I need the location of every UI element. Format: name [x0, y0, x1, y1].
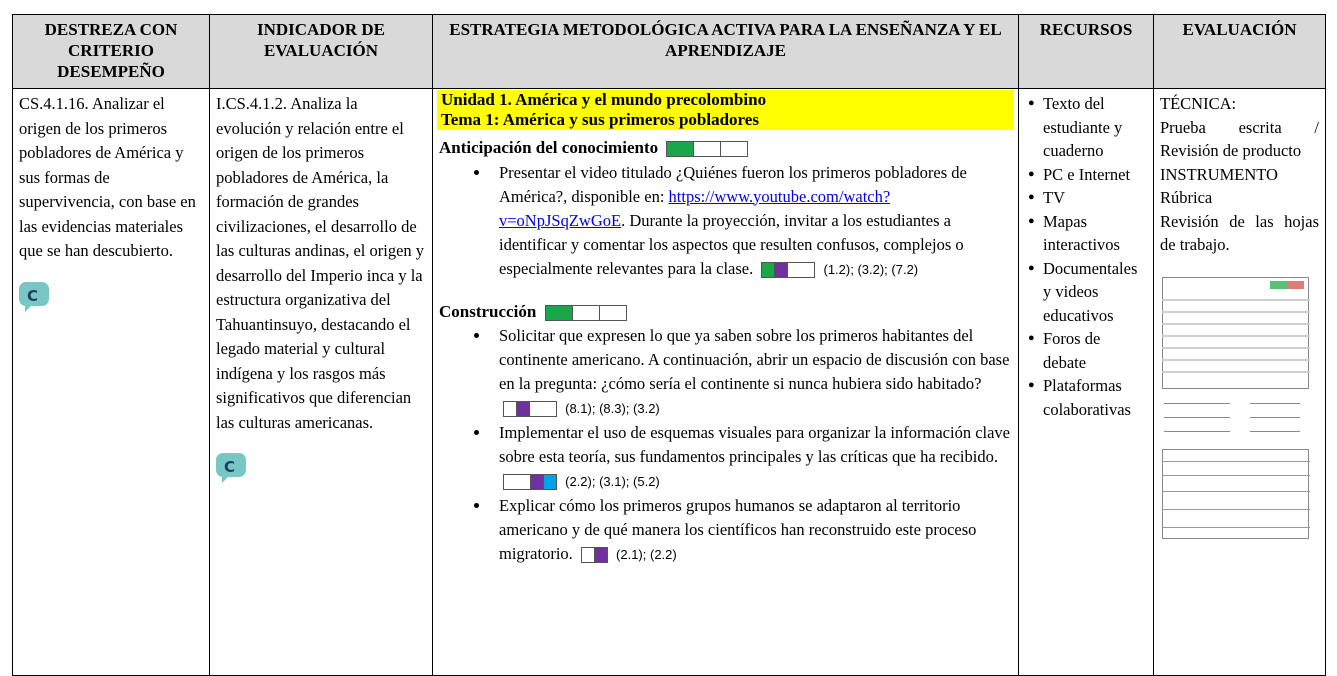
header-row	[13, 15, 1326, 89]
chat-icon-letter: C	[27, 286, 39, 305]
indicador-text: I.CS.4.1.2. Analiza la evolución y relación entre el origen de los primeros pobladores de América, la formación de grandes civilizaciones, el desarrollo de las culturas andinas, el origen y desarrollo del Imperio inca y la estructura organizativa del Tahuantinsuyo, destacando el legado material y cultural indígena y los rasgos más significativos que diferencian las culturas americanas.	[216, 94, 425, 432]
reference-codes: (8.1); (8.3); (3.2)	[565, 401, 660, 416]
header-evaluacion: EVALUACIÓN	[1154, 15, 1326, 89]
chat-bubble-c-icon[interactable]	[216, 453, 246, 477]
lesson-plan-table	[12, 14, 1326, 676]
construccion-list	[439, 324, 1012, 567]
recursos-list	[1025, 92, 1147, 421]
phase-indicator-icon	[545, 305, 627, 321]
list-item: • Implementar el uso de esquemas visuales para organizar la información clave sobre esta teoría, sus fundamentos principales y las críticas que ha recibido. (2.2); (3.1); (5.2)	[491, 421, 1012, 494]
skill-indicator-icon	[503, 401, 557, 417]
list-item: ● Plataformas colaborativas	[1043, 374, 1147, 421]
skill-indicator-icon	[581, 547, 608, 563]
instrumento-label: INSTRUMENTO	[1160, 164, 1278, 184]
video-link[interactable]: https://www.youtube.com/watch?v=oNpJSqZwGoE	[499, 186, 891, 230]
evaluacion-cell	[1154, 89, 1326, 676]
destreza-cell	[13, 89, 210, 676]
list-item: ● PC e Internet	[1043, 163, 1147, 187]
phase-indicator-icon	[666, 141, 748, 157]
estrategia-cell	[433, 89, 1019, 676]
list-item: ● Foros de debate	[1043, 327, 1147, 374]
skill-indicator-icon	[761, 262, 815, 278]
destreza-text: CS.4.1.16. Analizar el origen de los primeros pobladores de América y sus formas de supervivencia, con base en las evidencias materiales que se han descubierto.	[19, 94, 196, 260]
chat-icon-letter: C	[224, 458, 236, 476]
construccion-heading	[439, 300, 1012, 325]
revision-text: Revisión de las hojas de trabajo.	[1160, 211, 1319, 254]
instrumento-value: Rúbrica	[1160, 188, 1213, 207]
anticipacion-heading	[439, 136, 1012, 161]
reference-codes: (2.1); (2.2)	[616, 547, 677, 562]
unidad-title: Unidad 1. América y el mundo precolombino	[437, 90, 1014, 110]
header-estrategia: ESTRATEGIA METODOLÓGICA ACTIVA PARA LA ENSEÑANZA Y EL APRENDIZAJE	[433, 15, 1019, 89]
tecnica-value: Prueba escrita / Revisión de producto	[1160, 117, 1319, 160]
list-item: ● Mapas interactivos	[1043, 210, 1147, 257]
recursos-cell	[1019, 89, 1154, 676]
list-item: ● TV	[1043, 186, 1147, 210]
content-row	[13, 89, 1326, 676]
list-item: • Presentar el video titulado ¿Quiénes fueron los primeros pobladores de América?, disponible en: https://www.youtube.com/watch?v=oNpJSqZwGoE. Durante la proyección, invitar a los estudiantes a identificar y comentar los aspectos que resulten confusos, complejos o especialmente relevantes para la clase. (1.2); (3.2); (7.2)	[491, 161, 1012, 282]
anticipacion-title: Anticipación del conocimiento	[439, 138, 659, 157]
tema-title: Tema 1: América y sus primeros pobladores	[437, 110, 1014, 130]
header-indicador: INDICADOR DE EVALUACIÓN	[210, 15, 433, 89]
header-recursos: RECURSOS	[1019, 15, 1154, 89]
rubric-thumbnail-image	[1160, 277, 1310, 539]
reference-codes: (2.2); (3.1); (5.2)	[565, 474, 660, 489]
indicador-cell	[210, 89, 433, 676]
construccion-title: Construcción	[439, 301, 537, 321]
list-item: • Explicar cómo los primeros grupos humanos se adaptaron al territorio americano y de qué manera los científicos han reconstruido este proceso migratorio. (2.1); (2.2)	[491, 494, 1012, 567]
list-item: • Solicitar que expresen lo que ya saben sobre los primeros habitantes del continente americano. A continuación, abrir un espacio de discusión con base en la pregunta: ¿cómo sería el continente si nunca hubiera sido habitado? (8.1); (8.3); (3.2)	[491, 324, 1012, 421]
chat-bubble-c-icon[interactable]	[19, 282, 49, 306]
header-destreza: DESTREZA CON CRITERIO DESEMPEÑO	[13, 15, 210, 89]
tecnica-label: TÉCNICA:	[1160, 94, 1237, 113]
skill-indicator-icon	[503, 474, 557, 490]
reference-codes: (1.2); (3.2); (7.2)	[823, 261, 919, 277]
list-item: ● Documentales y videos educativos	[1043, 257, 1147, 328]
list-item: ● Texto del estudiante y cuaderno	[1043, 92, 1147, 163]
anticipacion-list	[439, 161, 1012, 282]
